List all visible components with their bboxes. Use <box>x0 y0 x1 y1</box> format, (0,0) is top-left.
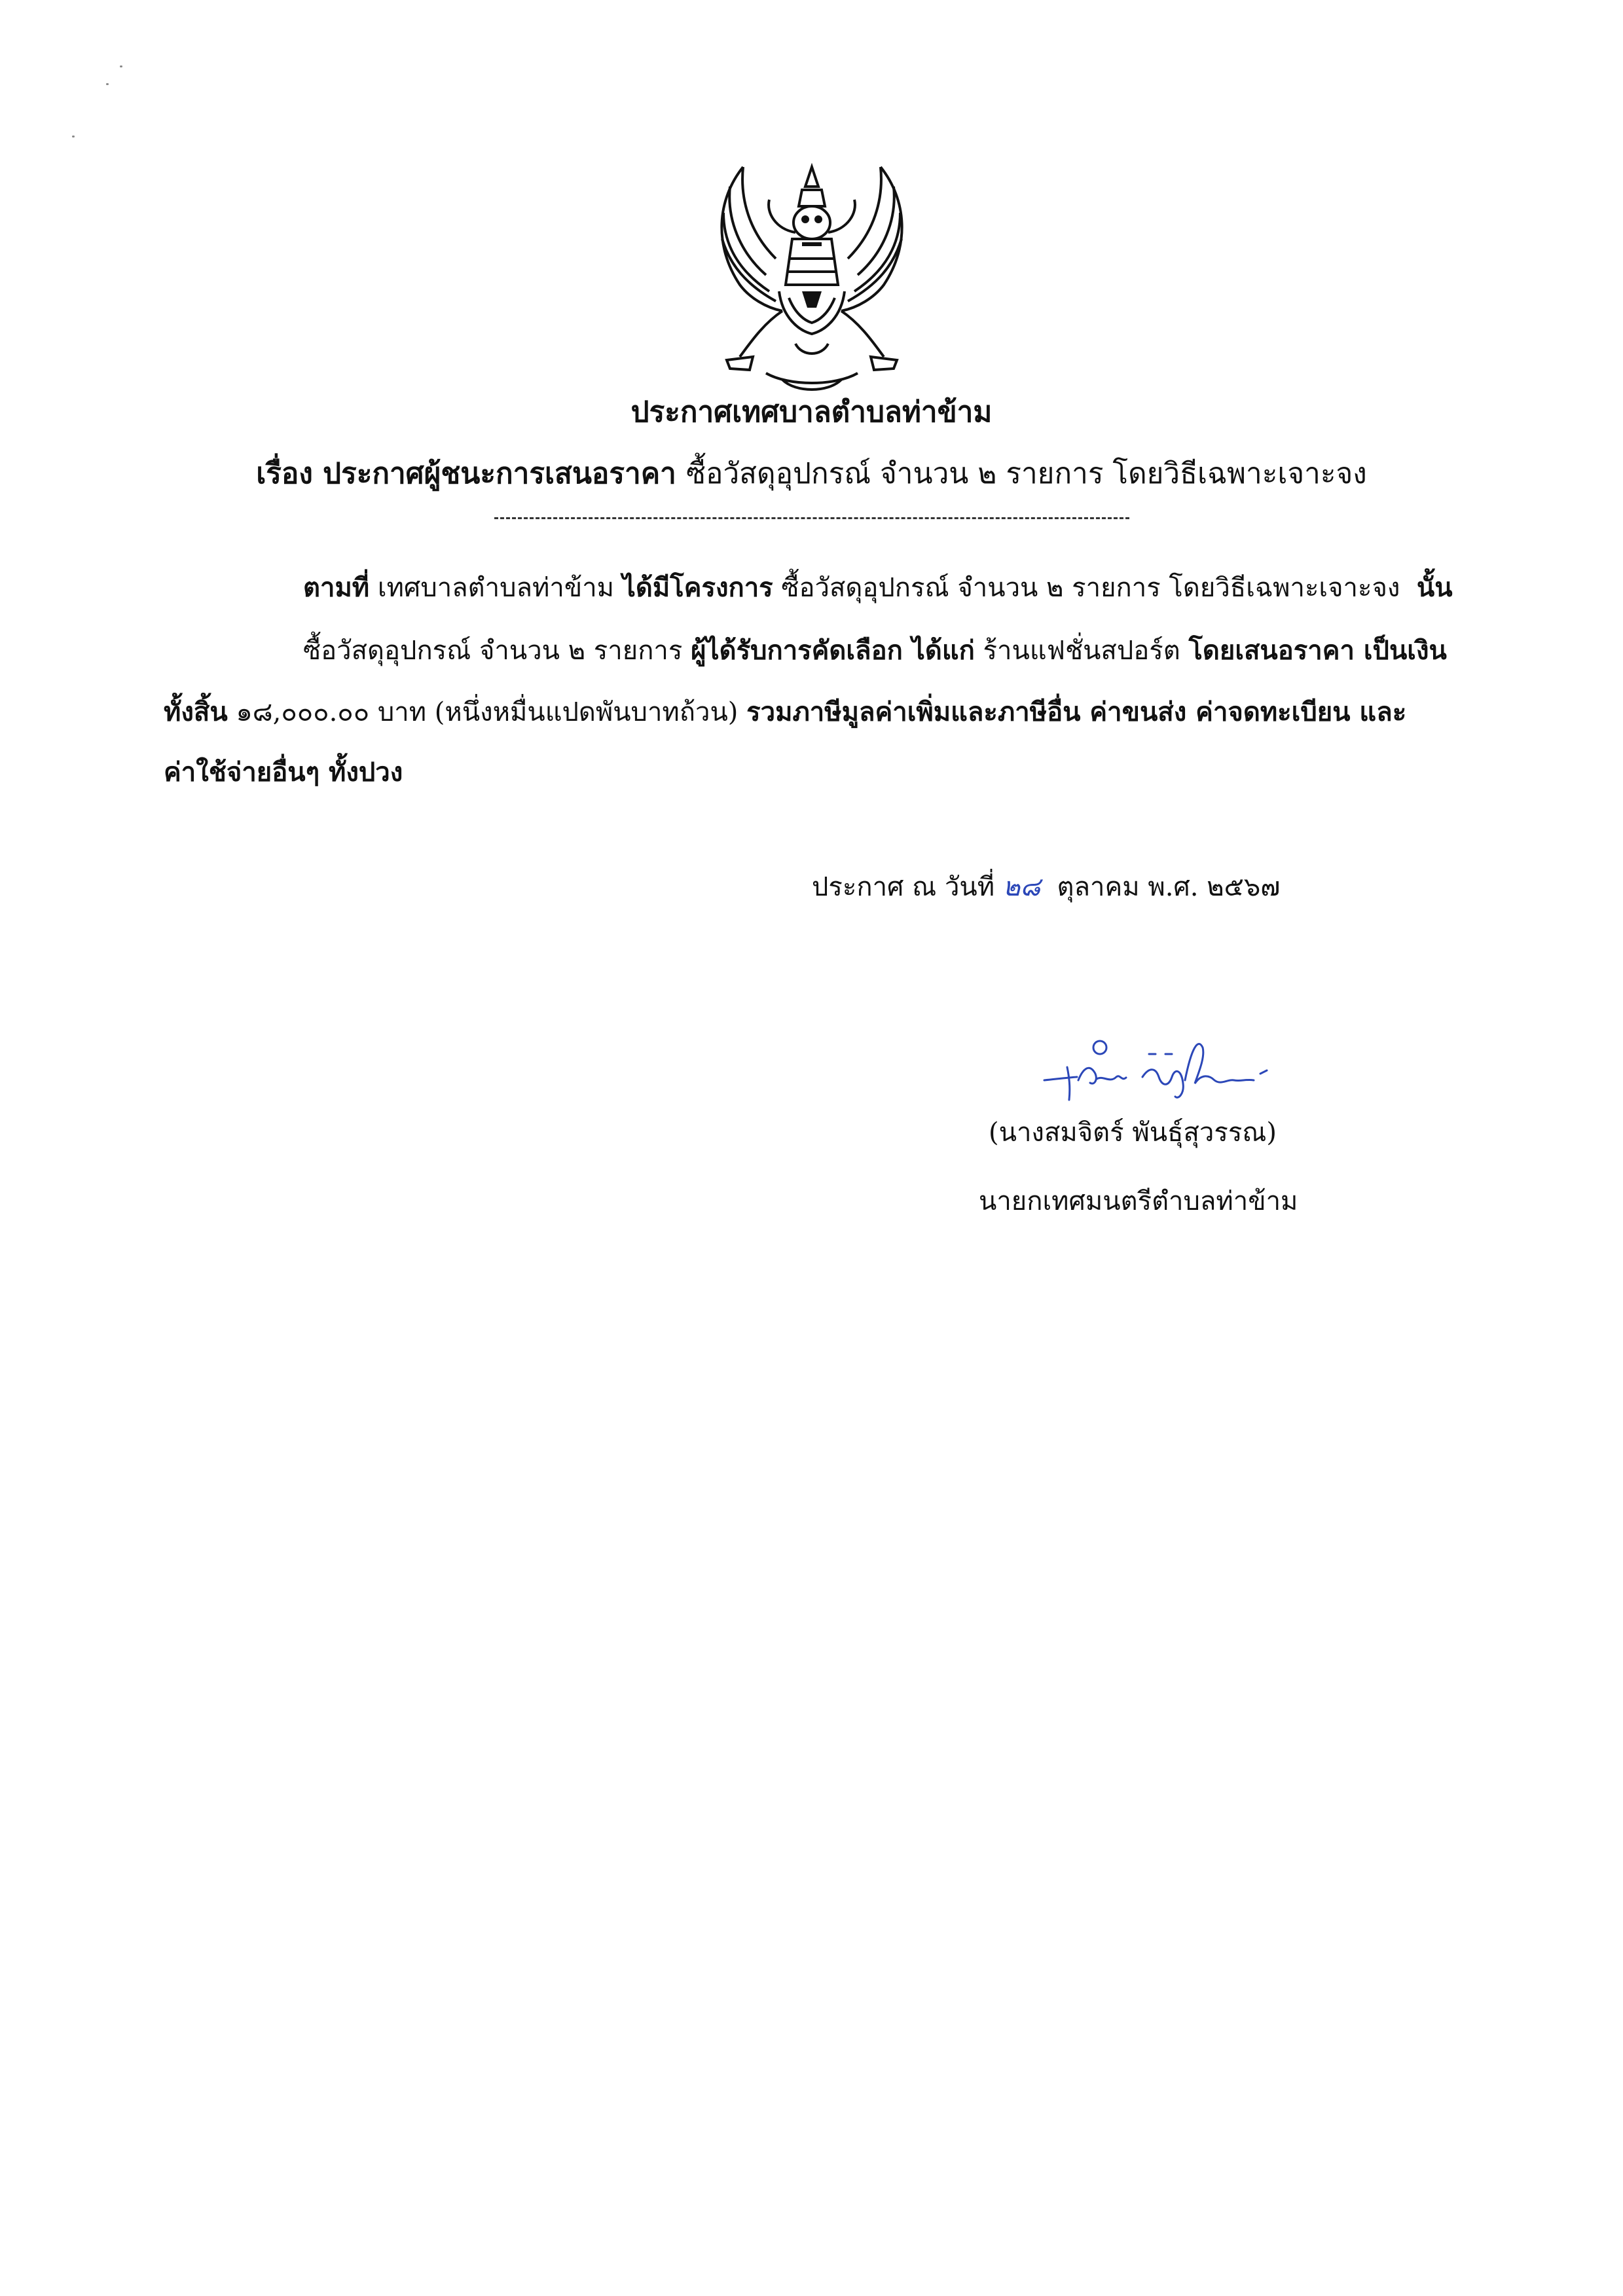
signatory-position: นายกเทศมนตรีตำบลท่าข้าม <box>979 1186 1298 1216</box>
body-text: ได้มีโครงการ <box>622 572 773 603</box>
garuda-emblem-icon <box>704 160 920 396</box>
body-text: ผู้ได้รับการคัดเลือก ได้แก่ <box>691 635 975 666</box>
body-text: นั้น <box>1416 572 1453 603</box>
body-text: ค่าใช้จ่ายอื่นๆ ทั้งปวง <box>164 757 403 788</box>
subject-rest: ซื้อวัสดุอุปกรณ์ จำนวน ๒ รายการ โดยวิธีเฉพาะเจาะจง <box>686 457 1367 490</box>
date-day: ๒๘ <box>1002 872 1041 902</box>
dashed-divider <box>494 517 1129 519</box>
body-text: เทศบาลตำบลท่าข้าม <box>377 573 615 603</box>
scan-speck <box>106 83 109 85</box>
body-text: ซื้อวัสดุอุปกรณ์ จำนวน ๒ รายการ โดยวิธีเฉพาะเจาะจง <box>781 573 1400 603</box>
body-line-1 <box>303 568 1455 608</box>
body-text: ๑๘,๐๐๐.๐๐ บาท (หนึ่งหมื่นแปดพันบาทถ้วน) <box>236 697 739 727</box>
body-text: ตามที่ <box>303 572 370 603</box>
body-line-2 <box>303 631 1455 670</box>
subject-label: เรื่อง <box>256 457 313 490</box>
body-line-4 <box>164 753 1457 792</box>
body-text: รวมภาษีมูลค่าเพิ่มและภาษีอื่น ค่าขนส่ง ค่าจดทะเบียน และ <box>746 697 1407 727</box>
date-month-year: ตุลาคม พ.ศ. ๒๕๖๗ <box>1057 872 1281 902</box>
announcement-subject <box>0 454 1623 494</box>
body-line-3 <box>164 693 1457 732</box>
announcement-title: ประกาศเทศบาลตำบลท่าข้าม <box>630 395 993 429</box>
announcement-date <box>812 867 1280 907</box>
body-text: ร้านแฟชั่นสปอร์ต <box>983 636 1180 666</box>
handwritten-signature <box>1038 1028 1286 1113</box>
body-text: โดยเสนอราคา เป็นเงิน <box>1188 635 1447 666</box>
body-text: ทั้งสิ้น <box>164 697 228 727</box>
date-prefix: ประกาศ ณ วันที่ <box>812 872 995 902</box>
scan-speck <box>72 136 75 137</box>
subject-bold: ประกาศผู้ชนะการเสนอราคา <box>323 457 676 490</box>
signatory-name: (นางสมจิตร์ พันธุ์สุวรรณ) <box>989 1118 1277 1148</box>
body-text: ซื้อวัสดุอุปกรณ์ จำนวน ๒ รายการ <box>303 636 683 666</box>
scan-speck <box>120 65 122 67</box>
